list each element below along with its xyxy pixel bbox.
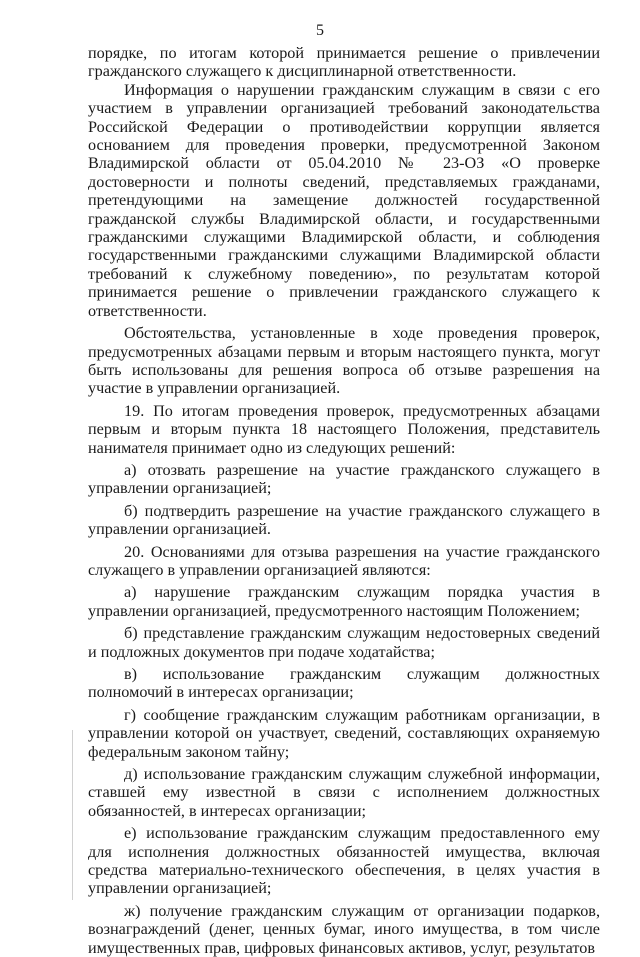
paragraph-19-b: б) подтвердить разрешение на участие гражданского служащего в управлении организацией.	[88, 501, 600, 539]
paragraph-information-violation: Информация о нарушении гражданским служащим в связи с его участием в управлении организацией требований законодательства Российской Федерации о противодействии коррупции является основанием для проведения проверки, предусмотренной Законом Владимирской области от 05.04.2010 № 23-ОЗ «О проверке достоверности и полноты сведений, представляемых гражданами, претендующими на замещение должностей государственной гражданской службы Владимирской области, и государственными гражданскими служащими Владимирской области, и соблюдения государственными гражданскими служащими Владимирской области требований к служебному поведению», по результатам которой принимается решение о привлечении гражданского служащего к ответственности.	[88, 80, 600, 320]
paragraph-20-v: в) использование гражданским служащим должностных полномочий в интересах организации;	[88, 665, 600, 702]
paragraph-20-a: а) нарушение гражданским служащим порядка участия в управлении организацией, предусмотренного настоящим Положением;	[88, 583, 600, 620]
paragraph-19-a: а) отозвать разрешение на участие гражданского служащего в управлении организацией;	[88, 460, 600, 498]
scan-margin-line	[72, 730, 73, 900]
paragraph-continuation: порядке, по итогам которой принимается решение о привлечении гражданского служащего к дисциплинарной ответственности.	[88, 44, 600, 81]
paragraph-20-e: е) использование гражданским служащим предоставленного ему для исполнения должностных обязанностей имущества, включая средства материально-технического обеспечения, в целях участия в управлении организацией;	[88, 824, 600, 898]
paragraph-20-b: б) представление гражданским служащим недостоверных сведений и подложных документов при подаче ходатайства;	[88, 624, 600, 661]
paragraph-item-19: 19. По итогам проведения проверок, предусмотренных абзацами первым и вторым пункта 18 настоящего Положения, представитель нанимателя принимает одно из следующих решений:	[88, 401, 600, 457]
document-body	[88, 44, 600, 957]
page-number: 5	[316, 22, 324, 39]
paragraph-20-zh: ж) получение гражданским служащим от организации подарков, вознаграждений (денег, ценных бумаг, иного имущества, в том числе имущественных прав, цифровых финансовых активов, услуг, результатов	[88, 901, 600, 957]
paragraph-circumstances: Обстоятельства, установленные в ходе проведения проверок, предусмотренных абзацами первым и вторым настоящего пункта, могут быть использованы для решения вопроса об отзыве разрешения на участие в управлении организацией.	[88, 324, 600, 398]
paragraph-20-d: д) использование гражданским служащим служебной информации, ставшей ему известной в связи с исполнением должностных обязанностей, в интересах организации;	[88, 765, 600, 820]
paragraph-item-20: 20. Основаниями для отзыва разрешения на участие гражданского служащего в управлении организацией являются:	[88, 542, 600, 579]
paragraph-20-g: г) сообщение гражданским служащим работникам организации, в управлении которой он участвует, сведений, составляющих охраняемую федеральным законом тайну;	[88, 705, 600, 761]
